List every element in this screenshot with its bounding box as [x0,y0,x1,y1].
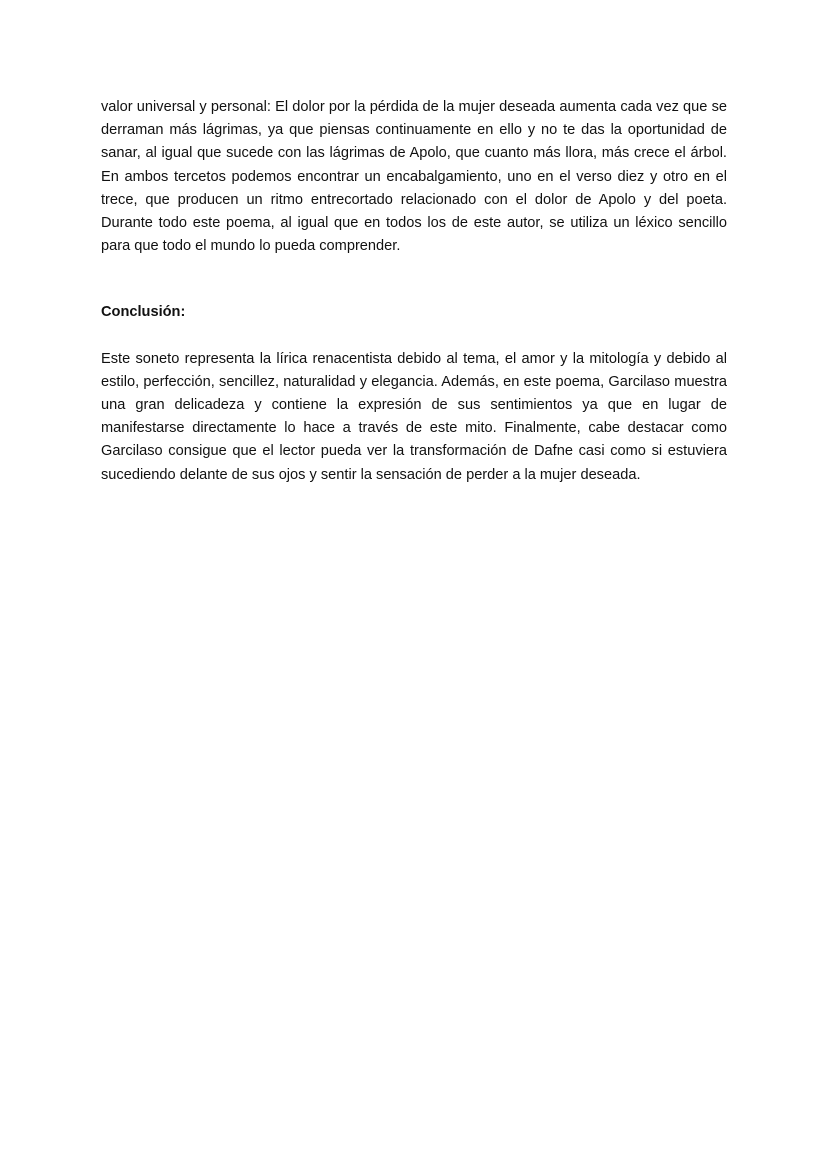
document-body [101,96,727,487]
analysis-paragraph: valor universal y personal: El dolor por la pérdida de la mujer deseada aumenta cada vez que se derraman más lágrimas, ya que piensas continuamente en ello y no te das la oportunidad de sanar, al igual que sucede con las lágrimas de Apolo, que cuanto más llora, más crece el árbol. En ambos tercetos podemos encontrar un encabalgamiento, uno en el verso diez y otro en el trece, que producen un ritmo entrecortado relacionado con el dolor de Apolo y del poeta. Durante todo este poema, al igual que en todos los de este autor, se utiliza un léxico sencillo para que todo el mundo lo pueda comprender. [101,99,727,255]
conclusion-paragraph: Este soneto representa la lírica renacentista debido al tema, el amor y la mitología y debido al estilo, perfección, sencillez, naturalidad y elegancia. Además, en este poema, Garcilaso muestra una gran delicadeza y contiene la expresión de sus sentimientos ya que en lugar de manifestarse directamente lo hace a través de este mito. Finalmente, cabe destacar como Garcilaso consigue que el lector pueda ver la transformación de Dafne casi como si estuviera sucediendo delante de sus ojos y sentir la sensación de perder a la mujer deseada. [101,350,727,483]
conclusion-heading: Conclusión: [101,304,186,321]
